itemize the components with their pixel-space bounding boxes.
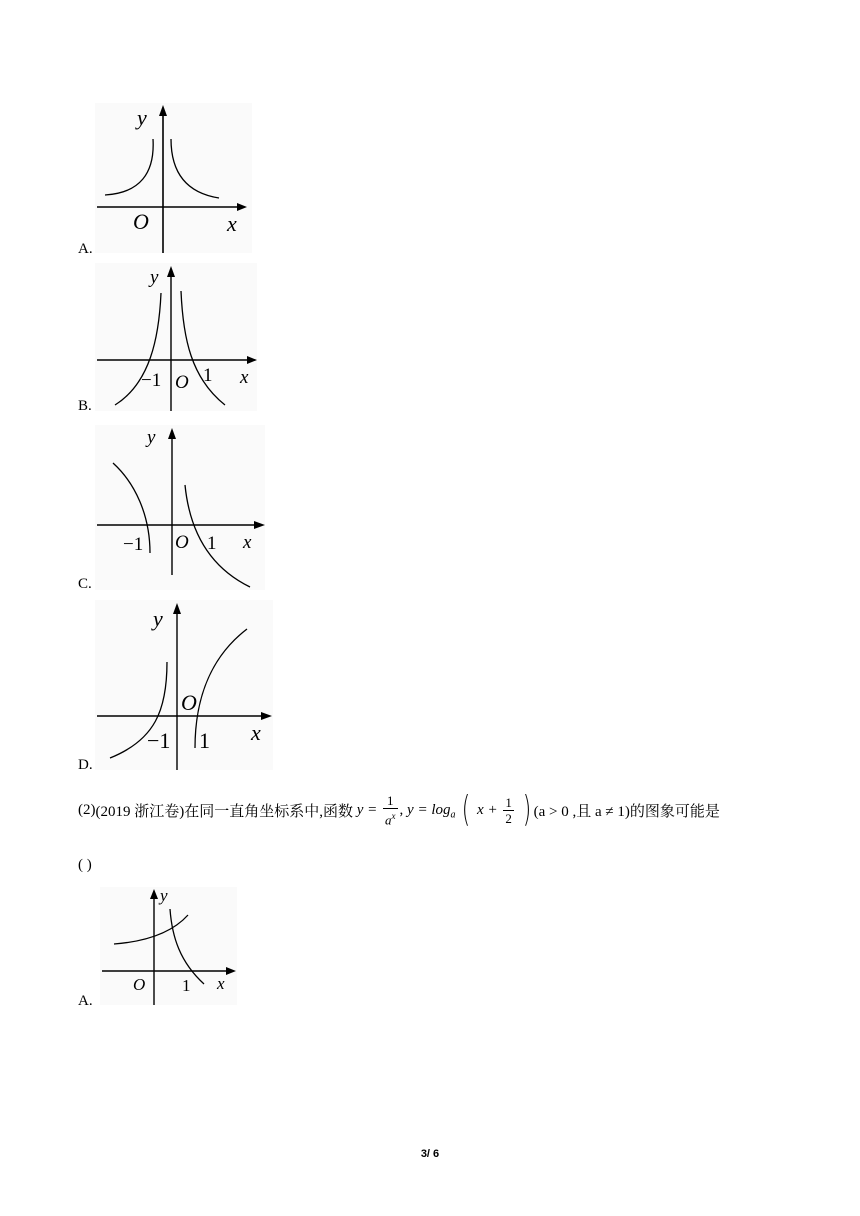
axis-x-label: x (243, 532, 252, 553)
question-source: (2019 浙江卷) (95, 803, 185, 820)
graph-option-c (95, 425, 265, 590)
origin-label: O (133, 209, 149, 234)
axis-y-label: y (153, 606, 163, 631)
graph-q2-option-a (100, 887, 237, 1005)
func1-lhs: y = (356, 801, 378, 818)
graph-option-d (95, 600, 273, 770)
question-text: 在同一直角坐标系中,函数 (184, 803, 354, 820)
question-tail: 的图象可能是 (629, 803, 720, 820)
tick-one: 1 (203, 365, 213, 386)
answer-blank: ( ) (78, 857, 92, 873)
func2-lhs: y = log (407, 801, 451, 818)
q2-option-a-label[interactable]: A. (78, 993, 93, 1009)
comma: , (399, 801, 404, 818)
tick-neg-one: −1 (147, 728, 171, 753)
origin-label: O (133, 975, 146, 994)
tick-neg-one: −1 (123, 534, 144, 555)
axis-y-label: y (147, 427, 156, 448)
axis-x-label: x (217, 974, 225, 993)
option-a-label[interactable]: A. (78, 241, 93, 257)
x-plus: x + (477, 801, 498, 818)
axis-x-label: x (251, 720, 261, 745)
condition: (a > 0 ,且 a ≠ 1) (533, 803, 630, 820)
tick-one: 1 (182, 976, 191, 995)
origin-label: O (181, 690, 197, 715)
option-b-label[interactable]: B. (78, 398, 92, 414)
question-number: (2) (78, 801, 96, 818)
frac2-numerator: 1 (505, 794, 512, 810)
axis-x-label: x (240, 367, 249, 388)
frac1-exponent: x (391, 810, 396, 821)
frac2-denominator: 2 (505, 810, 512, 826)
origin-label: O (175, 532, 189, 553)
page-number: 3/ 6 (420, 1148, 440, 1160)
axis-y-label: y (137, 105, 147, 130)
tick-one: 1 (199, 728, 210, 753)
graph-option-a (95, 103, 252, 253)
axis-y-label: y (160, 887, 168, 905)
option-d-label[interactable]: D. (78, 757, 93, 773)
option-c-label[interactable]: C. (78, 576, 92, 592)
question-2: (2)(2019 浙江卷)在同一直角坐标系中,函数 y = $\frac{1}{a^x}$ , $y = \log_a$ ( x + $\frac{1}{2}$ ) (a > 0 ,且 a ≠ 1)的图象可能是 (78, 789, 720, 830)
tick-one: 1 (207, 533, 217, 554)
frac1-numerator: 1 (383, 793, 398, 809)
fraction-1-over-a-x (383, 793, 398, 827)
axis-y-label: y (150, 267, 159, 288)
origin-label: O (175, 372, 189, 393)
fraction-1-over-2 (503, 795, 514, 826)
log-base: a (450, 809, 456, 821)
tick-neg-one: −1 (141, 370, 162, 391)
axis-x-label: x (227, 211, 237, 236)
frac1-denominator: a (385, 812, 392, 828)
graph-option-b (95, 263, 257, 411)
